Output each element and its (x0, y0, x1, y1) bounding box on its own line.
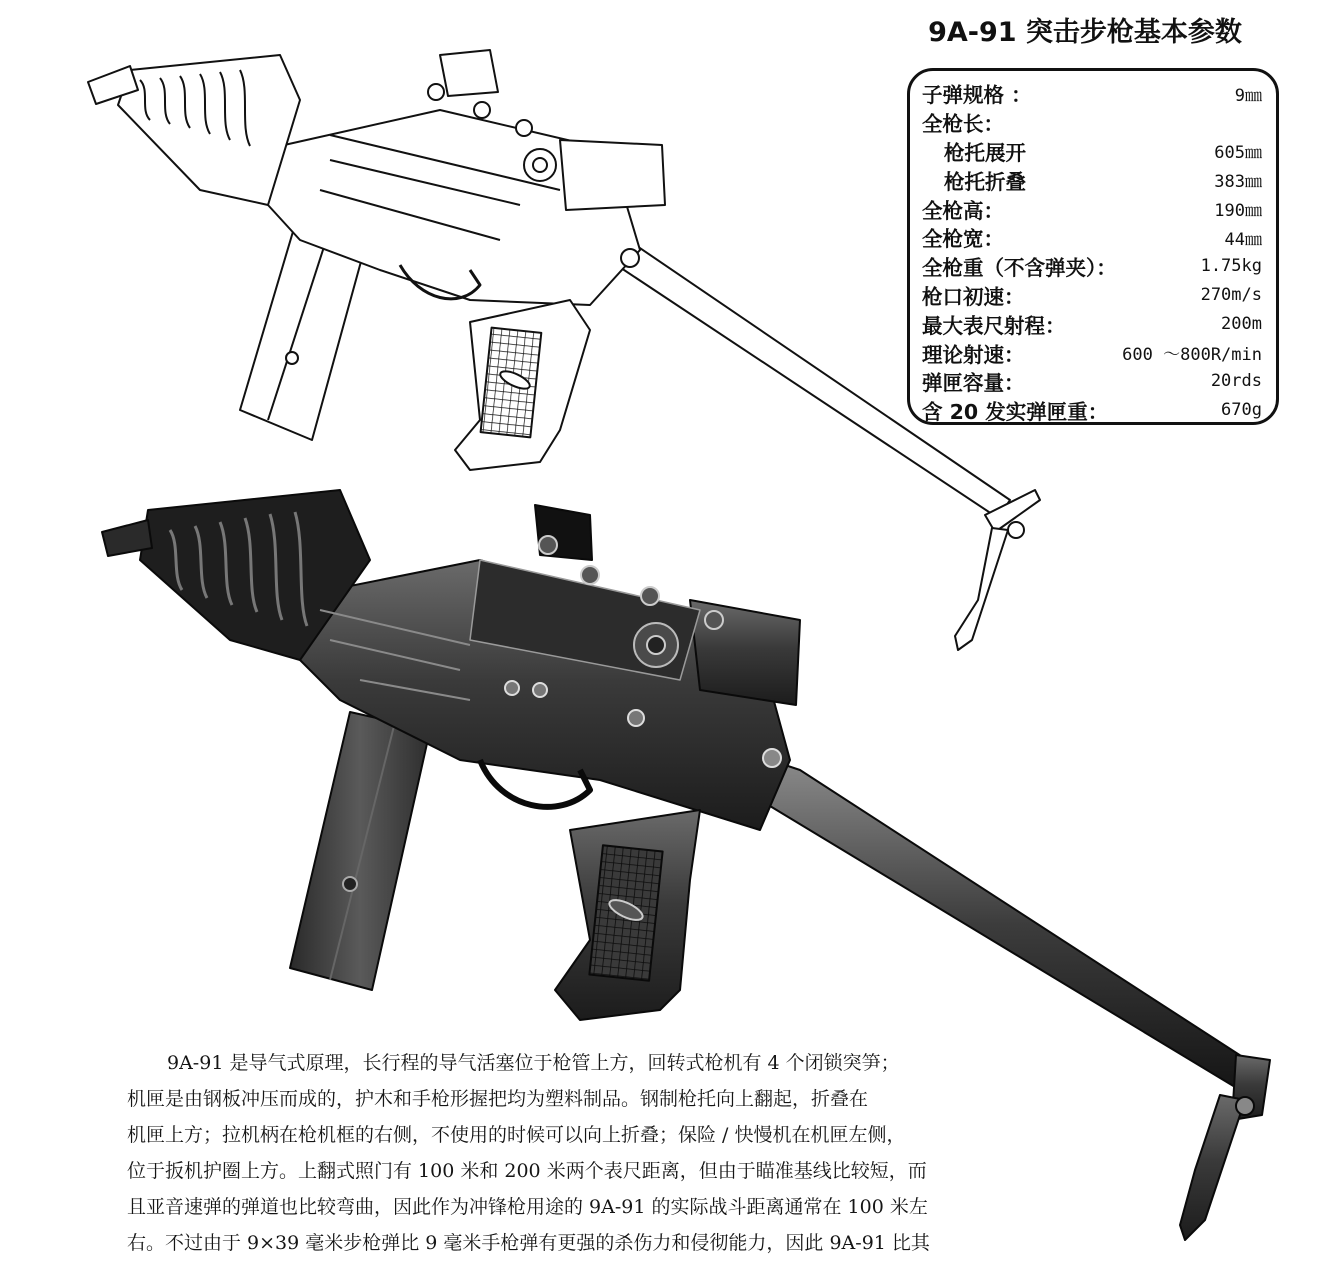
spec-table (907, 68, 1279, 425)
spec-value: 9㎜ (1234, 85, 1262, 106)
spec-row (922, 396, 1262, 425)
spec-label: 枪托展开 (944, 141, 1026, 165)
spec-row (922, 252, 1262, 281)
spec-value: 200m (1221, 313, 1262, 334)
spec-value: 270m/s (1200, 284, 1262, 305)
spec-value: 1.75kg (1200, 256, 1262, 277)
spec-label: 理论射速： (922, 342, 1025, 367)
spec-value: 600 ～800R/min (1122, 345, 1262, 366)
spec-row (922, 223, 1262, 252)
spec-row (922, 367, 1262, 396)
spec-label: 最大表尺射程： (922, 313, 1066, 338)
spec-label: 全枪高： (922, 198, 1004, 223)
spec-label: 全枪重（不含弹夹）： (922, 256, 1117, 281)
article-body (127, 1045, 1127, 1261)
spec-row (922, 79, 1262, 108)
spec-label: 枪口初速： (922, 284, 1025, 309)
spec-value: 20rds (1210, 371, 1262, 392)
spec-label: 弹匣容量： (922, 371, 1025, 396)
spec-row (922, 165, 1262, 194)
body-line: 9A-91 是导气式原理，长行程的导气活塞位于枪管上方，回转式枪机有 4 个闭锁突笋； (167, 1052, 900, 1074)
spec-row (922, 281, 1262, 310)
body-line: 且亚音速弹的弹道也比较弯曲，因此作为冲锋枪用途的 9A-91 的实际战斗距离通常在 100 米左 (127, 1196, 928, 1218)
spec-value: 383㎜ (1214, 172, 1262, 193)
spec-value: 670g (1221, 400, 1262, 421)
body-line: 右。不过由于 9×39 毫米步枪弹比 9 毫米手枪弹有更强的杀伤力和侵彻能力，因此 9A-91 比其 (127, 1232, 930, 1254)
spec-label: 子弹规格 ： (922, 83, 1032, 108)
spec-row (922, 194, 1262, 223)
spec-label: 全枪宽： (922, 227, 1004, 252)
spec-label: 枪托折叠 (944, 169, 1026, 194)
spec-row (922, 108, 1262, 137)
spec-row (922, 338, 1262, 367)
spec-row (922, 137, 1262, 166)
spec-value: 605㎜ (1214, 143, 1262, 164)
body-line: 机匣上方；拉机柄在枪机框的右侧，不使用的时候可以向上折叠；保险 / 快慢机在机匣左侧， (127, 1124, 906, 1146)
spec-row (922, 309, 1262, 338)
spec-label: 含 20 发实弹匣重： (922, 400, 1109, 425)
spec-table-title: 9A-91 突击步枪基本参数 (928, 17, 1242, 48)
body-line: 位于扳机护圈上方。上翻式照门有 100 米和 200 米两个表尺距离，但由于瞄准基线比较短，而 (127, 1160, 927, 1182)
spec-label: 全枪长： (922, 112, 1004, 137)
spec-value: 190㎜ (1214, 201, 1262, 222)
body-line: 机匣是由钢板冲压而成的，护木和手枪形握把均为塑料制品。钢制枪托向上翻起，折叠在 (127, 1088, 869, 1110)
spec-value: 44㎜ (1224, 229, 1262, 250)
